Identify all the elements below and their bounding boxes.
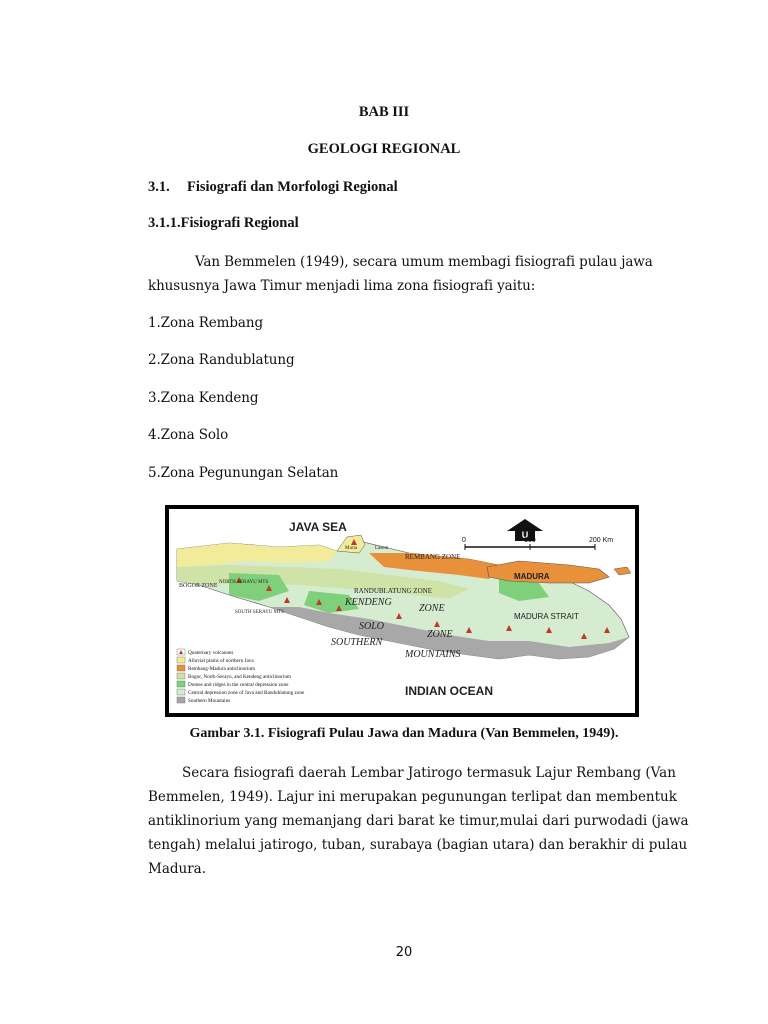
north-serayu-label: NORTH SERAYU MTS	[219, 580, 269, 585]
mountains-label: MOUNTAINS	[405, 649, 461, 660]
body-paragraph	[148, 761, 689, 881]
legend-item: Rembang-Madura anticlinorium	[188, 666, 255, 672]
intro-line-2: khususnya Jawa Timur menjadi lima zona fisiografi yaitu:	[148, 278, 536, 294]
legend-item: Alluvial plains of northern Java	[188, 658, 254, 664]
rembang-zone-label: REMBANG ZONE	[405, 553, 461, 561]
zone-item-4: 4.Zona Solo	[148, 427, 229, 443]
zone-item-5: 5.Zona Pegunungan Selatan	[148, 465, 339, 481]
muria-label: Muria	[345, 546, 358, 551]
legend-item: Bogor, North-Serayu, and Kendeng anticlinorium	[188, 674, 291, 680]
intro-line-1: Van Bemmelen (1949), secara umum membagi fisiografi pulau jawa	[195, 254, 653, 270]
paragraph-line: Bemmelen, 1949). Lajur ini merupakan pegunungan terlipat dan membentuk	[148, 789, 677, 805]
chapter-label: BAB III	[358, 104, 410, 120]
solo-label: SOLO	[359, 621, 385, 632]
section-heading	[148, 179, 398, 196]
paragraph-line: antiklinorium yang memanjang dari barat ke timur,mulai dari purwodadi (jawa	[148, 813, 689, 829]
indian-ocean-label: INDIAN OCEAN	[405, 684, 494, 698]
paragraph-line: Secara fisiografi daerah Lembar Jatirogo termasuk Lajur Rembang (Van	[182, 765, 676, 781]
solo-zone-label: ZONE	[427, 629, 453, 640]
paragraph-line: Madura.	[148, 861, 207, 877]
java-sea-label: JAVA SEA	[289, 520, 347, 534]
lasem-label: Lasem	[375, 546, 389, 551]
kendeng-label: KENDENG	[345, 597, 392, 608]
legend-item: Domes and ridges in the central depression zone	[188, 682, 289, 688]
section-title: Fisiografi dan Morfologi Regional	[187, 179, 398, 195]
madura-strait-label: MADURA STRAIT	[514, 612, 579, 621]
map-canvas	[169, 509, 635, 713]
zone-item-1: 1.Zona Rembang	[148, 315, 264, 331]
section-number: 3.1.	[148, 179, 170, 195]
randublatung-label: RANDUBLATUNG ZONE	[354, 587, 432, 595]
legend-item: Quaternary volcanoes	[188, 650, 234, 656]
physiography-map	[165, 505, 639, 717]
madura-label: MADURA	[514, 572, 550, 581]
map-drawing	[169, 509, 635, 713]
zone-item-2: 2.Zona Randublatung	[148, 352, 295, 368]
scale-end: 200 Km	[589, 537, 614, 544]
paragraph-line: tengah) melalui jatirogo, tuban, surabaya (bagian utara) dan berakhir di pulau	[148, 837, 688, 853]
figure-caption: Gambar 3.1. Fisiografi Pulau Jawa dan Madura (Van Bemmelen, 1949).	[189, 726, 619, 741]
kendeng-zone-label: ZONE	[419, 603, 445, 614]
north-arrow-label: U	[521, 530, 529, 540]
bogor-zone-label: BOGOR ZONE	[179, 583, 218, 589]
south-serayu-label: SOUTH SERAYU MTS	[235, 610, 284, 615]
southern-label: SOUTHERN	[331, 637, 383, 648]
zone-item-3: 3.Zona Kendeng	[148, 390, 259, 406]
subsection-heading: 3.1.1.Fisiografi Regional	[148, 215, 299, 231]
legend-item: Southern Mountains	[188, 698, 231, 704]
legend-item: Central depression zone of Java and Randublatung zone	[188, 690, 305, 696]
scale-mid: 100	[524, 537, 536, 544]
page-number: 20	[395, 945, 413, 960]
chapter-title: GEOLOGI REGIONAL	[307, 141, 461, 157]
scale-start: 0	[462, 537, 466, 544]
